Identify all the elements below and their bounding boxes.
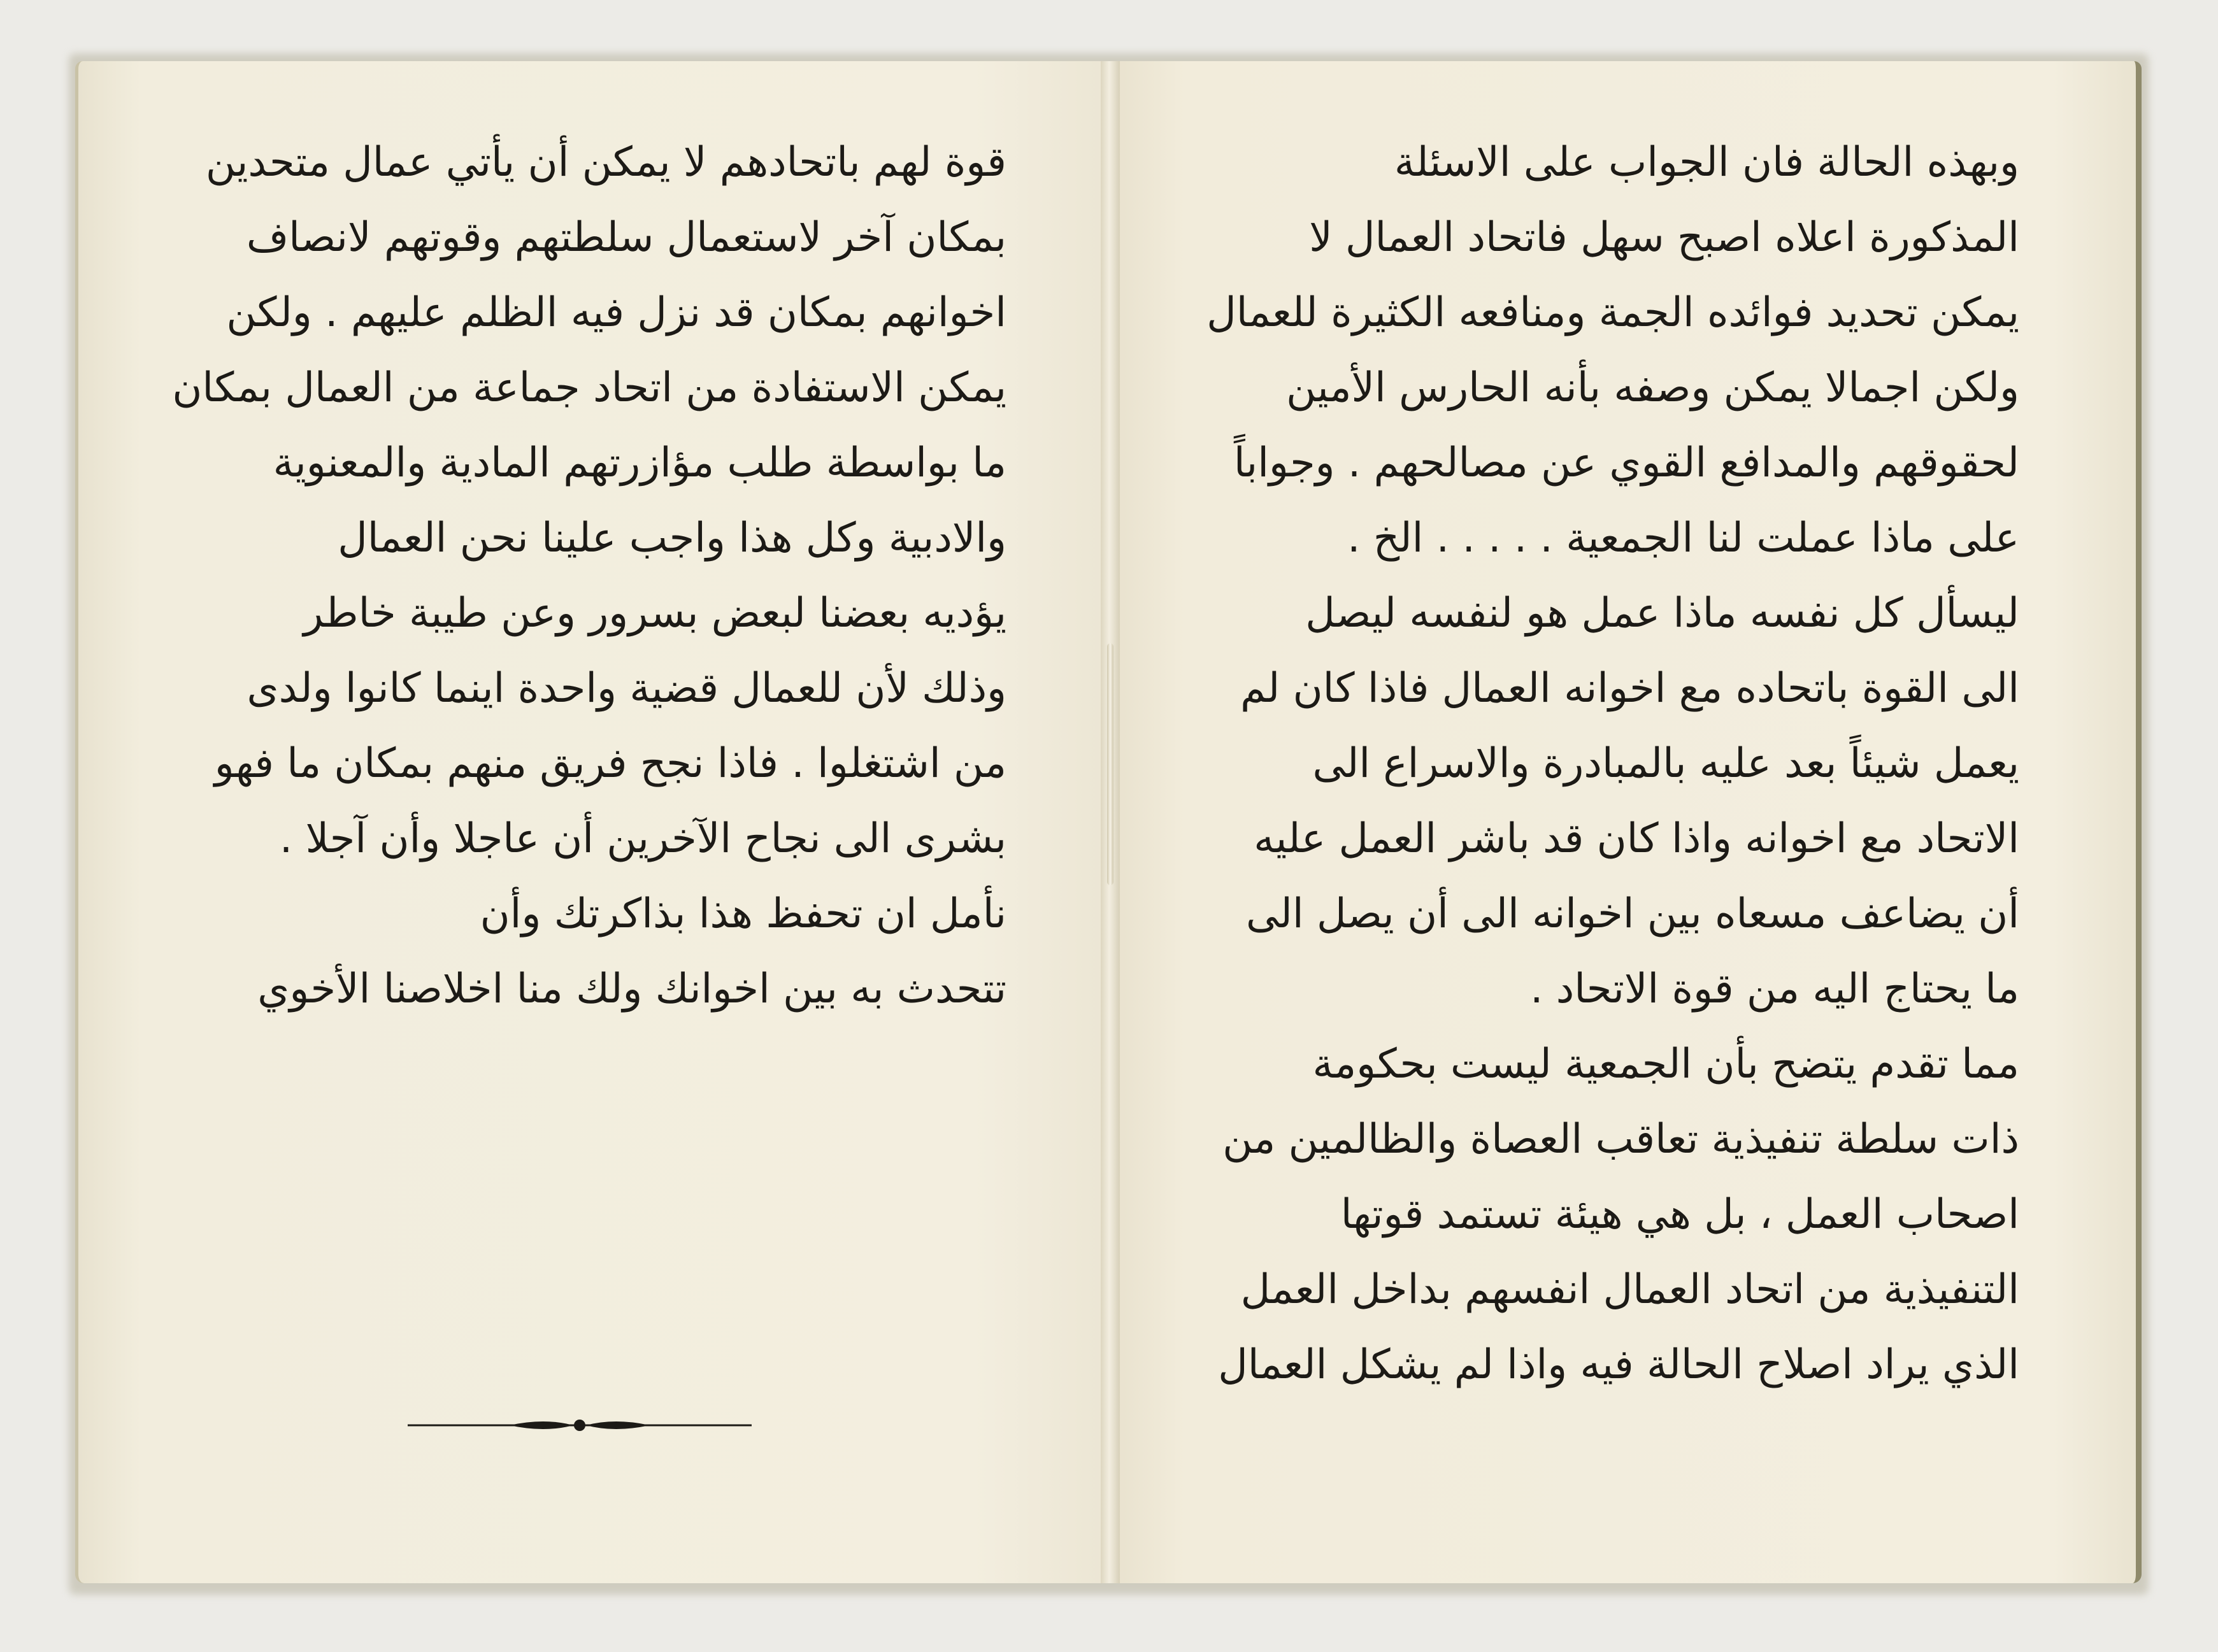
- text-line: لحقوقهم والمدافع القوي عن مصالحهم . وجواباً: [1233, 439, 2019, 487]
- text-line: وذلك لأن للعمال قضية واحدة اينما كانوا ولدى: [247, 665, 1006, 712]
- text-line: والادبية وكل هذا واجب علينا نحن العمال: [338, 515, 1006, 562]
- spine-crease: [1107, 643, 1113, 885]
- left-page-text: [159, 125, 1006, 1027]
- text-line: يؤديه بعضنا لبعض بسرور وعن طيبة خاطر: [303, 590, 1006, 637]
- text-line: نأمل ان تحفظ هذا بذاكرتك وأن: [480, 890, 1006, 937]
- text-line: ليسأل كل نفسه ماذا عمل هو لنفسه ليصل: [1305, 590, 2019, 637]
- ornament-divider: [408, 1413, 752, 1438]
- text-line: يمكن الاستفادة من اتحاد جماعة من العمال بمكان: [172, 364, 1006, 411]
- text-line: مما تقدم يتضح بأن الجمعية ليست بحكومة: [1312, 1041, 2019, 1088]
- text-line: المذكورة اعلاه اصبح سهل فاتحاد العمال لا: [1309, 214, 2019, 261]
- text-line: ولكن اجمالا يمكن وصفه بأنه الحارس الأمين: [1286, 364, 2019, 411]
- text-line: تتحدث به بين اخوانك ولك منا اخلاصنا الأخوي: [257, 965, 1006, 1013]
- text-line: على ماذا عملت لنا الجمعية . . . . . الخ .: [1347, 515, 2019, 562]
- text-line: اخوانهم بمكان قد نزل فيه الظلم عليهم . ولكن: [226, 289, 1006, 336]
- text-line: أن يضاعف مسعاه بين اخوانه الى أن يصل الى: [1245, 890, 2019, 937]
- text-line: بمكان آخر لاستعمال سلطتهم وقوتهم لانصاف: [246, 214, 1006, 261]
- text-line: ما بواسطة طلب مؤازرتهم المادية والمعنوية: [273, 439, 1006, 487]
- text-line: قوة لهم باتحادهم لا يمكن أن يأتي عمال متحدين: [205, 139, 1006, 186]
- text-line: اصحاب العمل ، بل هي هيئة تستمد قوتها: [1340, 1191, 2019, 1238]
- text-line: الاتحاد مع اخوانه واذا كان قد باشر العمل عليه: [1254, 815, 2019, 862]
- right-page-text: [1172, 125, 2019, 1402]
- text-line: يعمل شيئاً بعد عليه بالمبادرة والاسراع الى: [1312, 740, 2019, 787]
- text-line: يمكن تحديد فوائده الجمة ومنافعه الكثيرة للعمال: [1206, 289, 2019, 336]
- text-line: الى القوة باتحاده مع اخوانه العمال فاذا كان لم: [1240, 665, 2019, 712]
- text-line: التنفيذية من اتحاد العمال انفسهم بداخل العمل: [1240, 1266, 2019, 1313]
- text-line: ما يحتاج اليه من قوة الاتحاد .: [1530, 965, 2019, 1013]
- text-line: الذي يراد اصلاح الحالة فيه واذا لم يشكل العمال: [1218, 1341, 2019, 1388]
- text-line: من اشتغلوا . فاذا نجح فريق منهم بمكان ما فهو: [214, 740, 1006, 787]
- text-line: وبهذه الحالة فان الجواب على الاسئلة: [1394, 139, 2019, 186]
- text-line: ذات سلطة تنفيذية تعاقب العصاة والظالمين من: [1222, 1116, 2019, 1163]
- text-line: بشرى الى نجاح الآخرين أن عاجلا وأن آجلا .: [279, 815, 1006, 862]
